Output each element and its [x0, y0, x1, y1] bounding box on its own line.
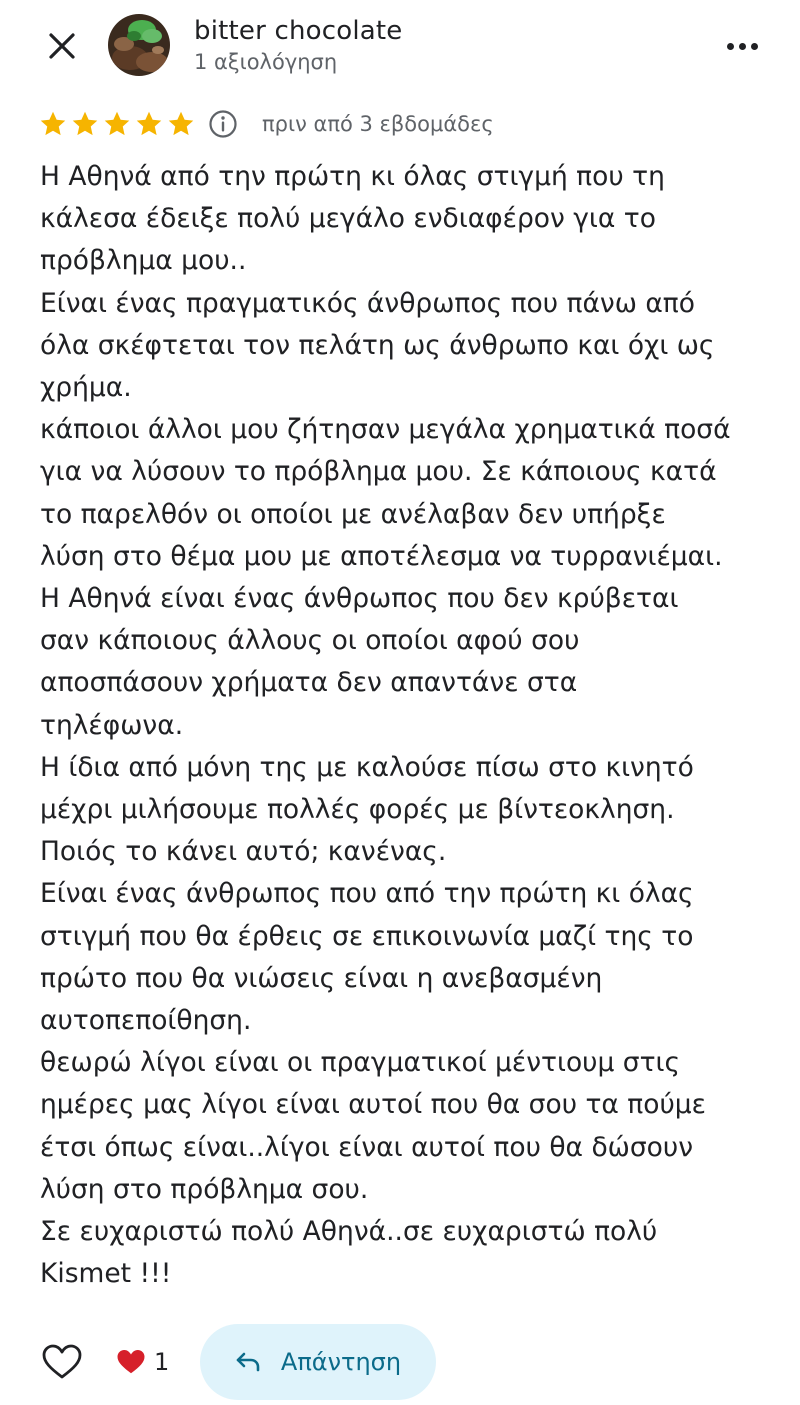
reply-button[interactable]	[200, 1324, 436, 1400]
star-icon	[102, 109, 132, 139]
dot	[739, 43, 746, 50]
avatar[interactable]	[108, 14, 170, 76]
review-date: πριν από 3 εβδομάδες	[262, 112, 494, 136]
review-body: Η Αθηνά από την πρώτη κι όλας στιγμή που τη κάλεσα έδειξε πολύ μεγάλο ενδιαφέρον για το πρόβλημα μου.. Είναι ένας πραγματικός άνθρωπος που πάνω από όλα σκέφτεται τον πελάτη ως άνθρωπο και όχι ως χρήμα. κάποιοι άλλοι μου ζήτησαν μεγάλα χρηματικά ποσά για να λύσουν το πρόβλημα μου. Σε κάποιους κατά το παρελθόν οι οποίοι με ανέλαβαν δεν υπήρξε λύση στο θέμα μου με αποτέλεσμα να τυρρανιέμαι. Η Αθηνά είναι ένας άνθρωπος που δεν κρύβεται σαν κάποιους άλλους οι οποίοι αφού σου αποσπάσουν χρήματα δεν απαντάνε στα τηλέφωνα. Η ίδια από μόνη της με καλούσε πίσω στο κινητό μέχρι μιλήσουμε πολλές φορές με βίντεοκληση. Ποιός το κάνει αυτό; κανένας. Είναι ένας άνθρωπος που από την πρώτη κι όλας στιγμή που θα έρθεις σε επικοινωνία μαζί της το πρώτο που θα νιώσεις είναι η ανεβασμένη αυτοπεποίθηση. θεωρώ λίγοι είναι οι πραγματικοί μέντιουμ στις ημέρες μας λίγοι είναι αυτοί που θα σου τα πούμε έτσι όπως είναι..λίγοι είναι αυτοί που θα δώσουν λύση στο πρόβλημα σου. Σε ευχαριστώ πολύ Αθηνά..σε ευχαριστώ πολύ Kismet !!!	[40, 161, 731, 1290]
author-review-count: 1 αξιολόγηση	[194, 50, 338, 74]
red-heart-icon	[116, 1348, 146, 1376]
rating-row	[38, 108, 494, 140]
like-button[interactable]	[40, 1340, 84, 1384]
review-header	[0, 0, 800, 100]
star-icon	[38, 109, 68, 139]
heart-outline-icon	[42, 1344, 82, 1380]
review-actions	[0, 1322, 800, 1402]
reaction-summary[interactable]	[116, 1348, 169, 1376]
reaction-count: 1	[154, 1348, 170, 1376]
reply-label: Απάντηση	[280, 1348, 402, 1376]
star-icon	[134, 109, 164, 139]
star-icon	[166, 109, 196, 139]
dot	[727, 43, 734, 50]
star-icon	[70, 109, 100, 139]
close-icon[interactable]	[40, 24, 84, 68]
reply-arrow-icon	[235, 1351, 261, 1373]
author-name[interactable]: bitter chocolate	[194, 16, 403, 46]
star-rating	[38, 109, 196, 139]
dot	[751, 43, 758, 50]
more-options-icon[interactable]	[720, 26, 764, 66]
info-icon[interactable]	[208, 109, 238, 139]
